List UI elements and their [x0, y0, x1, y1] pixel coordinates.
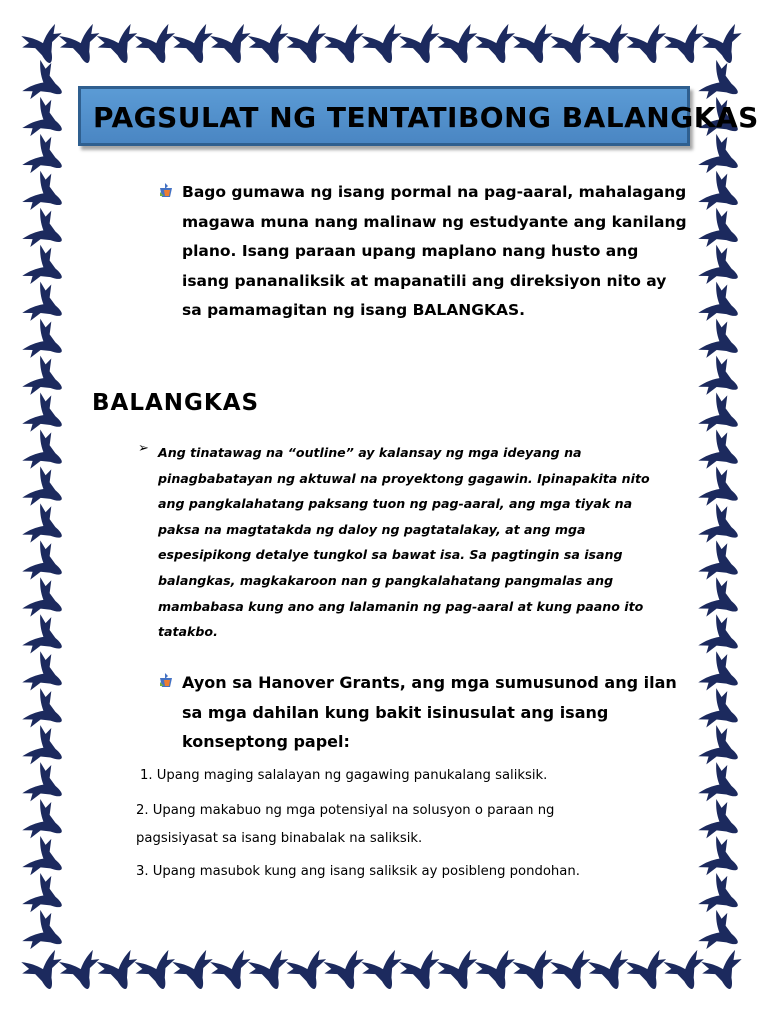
swallow-icon: [697, 242, 748, 296]
swallow-icon: [21, 94, 72, 148]
swallow-icon: [21, 501, 72, 555]
list-bullet-icon: [158, 672, 174, 688]
swallow-icon: [21, 464, 72, 518]
swallow-icon: [697, 390, 748, 444]
swallow-icon: [21, 205, 72, 259]
list-bullet-icon: [158, 182, 174, 198]
swallow-icon: [21, 612, 72, 666]
swallow-icon: [21, 907, 72, 961]
swallow-icon: [21, 390, 72, 444]
section-heading: BALANGKAS: [92, 390, 260, 416]
swallow-icon: [21, 538, 72, 592]
swallow-icon: [21, 796, 72, 850]
swallow-icon: [697, 686, 748, 740]
swallow-icon: [21, 242, 72, 296]
swallow-icon: [21, 575, 72, 629]
swallow-icon: [21, 57, 72, 111]
swallow-icon: [697, 279, 748, 333]
swallow-icon: [21, 168, 72, 222]
swallow-icon: [21, 870, 72, 924]
swallow-icon: [697, 316, 748, 370]
swallow-icon: [697, 649, 748, 703]
swallow-icon: [21, 759, 72, 813]
reasons-intro-text: Ayon sa Hanover Grants, ang mga sumusunod ang ilan sa mga dahilan kung bakit isinusulat ang isang konseptong papel:: [182, 673, 677, 751]
swallow-icon: [697, 131, 748, 185]
swallow-icon: [21, 649, 72, 703]
swallow-icon: [697, 168, 748, 222]
swallow-icon: [697, 427, 748, 481]
swallow-icon: [698, 23, 749, 70]
swallow-icon: [21, 279, 72, 333]
definition-text: Ang tinatawag na “outline” ay kalansay ng mga ideyang na pinagbabatayan ng aktuwal na proyektong gagawin. Ipinapakita nito ang pangkalahatang paksang tuon ng pag-aaral, ang mga tiyak na paksa na magtatakda ng daloy ng pagtatalakay, at ang mga espesipikong detalye tungkol sa bawat isa. Sa pagtingin sa isang balangkas, magkakaroon nan g pangkalahatang pangmalas ang mambabasa kung ano ang lalamanin ng pag-aaral at kung paano ito tatakbo.: [158, 445, 650, 640]
title-banner: [78, 86, 759, 146]
swallow-icon: [21, 131, 72, 185]
swallow-icon: [21, 353, 72, 407]
swallow-icon: [21, 686, 72, 740]
swallow-icon: [697, 464, 748, 518]
swallow-icon: [697, 612, 748, 666]
swallow-icon: [697, 501, 748, 555]
list-item: 1. Upang maging salalayan ng gagawing panukalang saliksik.: [140, 768, 548, 783]
intro-text: Bago gumawa ng isang pormal na pag-aaral, mahalagang magawa muna nang malinaw ng estudyante ang kanilang plano. Isang paraan upang maplano nang husto ang isang pananaliksik at mapanatili ang direksiyon nito ay sa pamamagitan ng isang BALANGKAS.: [182, 183, 687, 319]
swallow-icon: [697, 575, 748, 629]
swallow-icon: [21, 723, 72, 777]
swallow-icon: [21, 316, 72, 370]
swallow-icon: [697, 538, 748, 592]
swallow-icon: [21, 427, 72, 481]
list-item: 3. Upang masubok kung ang isang saliksik ay posibleng pondohan.: [136, 864, 580, 879]
swallow-icon: [697, 723, 748, 777]
arrow-bullet-icon: ➢: [138, 441, 149, 456]
swallow-icon: [698, 949, 749, 996]
swallow-icon: [697, 907, 748, 961]
swallow-icon: [697, 870, 748, 924]
list-item: 2. Upang makabuo ng mga potensiyal na solusyon o paraan ng pagsisiyasat sa isang binabalak na saliksik.: [136, 803, 555, 846]
swallow-icon: [697, 796, 748, 850]
swallow-icon: [697, 205, 748, 259]
swallow-icon: [21, 833, 72, 887]
page-title: PAGSULAT NG TENTATIBONG BALANGKAS: [93, 101, 759, 134]
swallow-icon: [697, 353, 748, 407]
swallow-icon: [697, 759, 748, 813]
swallow-icon: [697, 833, 748, 887]
